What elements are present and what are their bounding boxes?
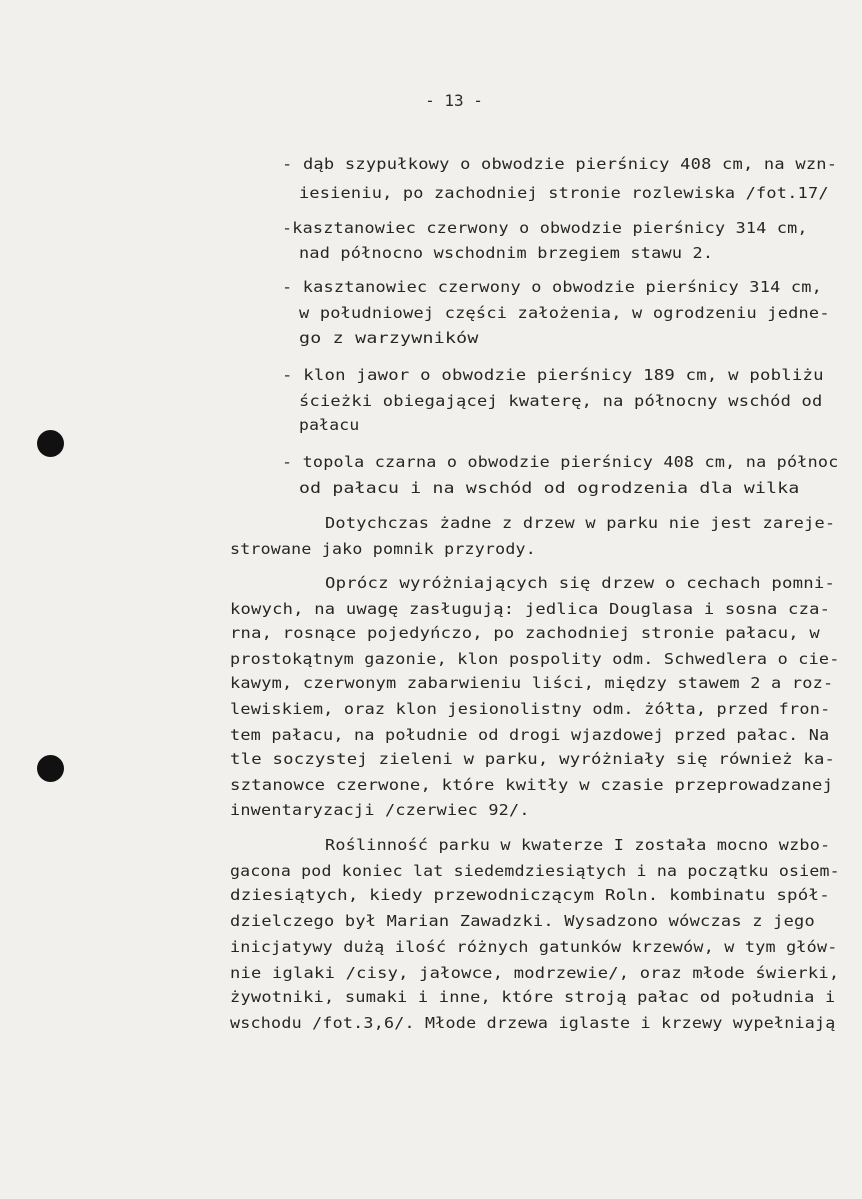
text-line: kowych, na uwagę zasługują: jedlica Douglasa i sosna cza-: [230, 600, 831, 618]
text-line: tle soczystej zieleni w parku, wyróżniały się również ka-: [230, 750, 836, 768]
text-line: Oprócz wyróżniających się drzew o cechach pomni-: [325, 574, 836, 592]
text-line: Roślinność parku w kwaterze I została mocno wzbo-: [325, 836, 831, 854]
text-line: - dąb szypułkowy o obwodzie pierśnicy 408 cm, na wzn-: [282, 155, 838, 173]
text-line: w południowej części założenia, w ogrodzeniu jedne-: [299, 304, 830, 322]
text-line: - kasztanowiec czerwony o obwodzie pierśnicy 314 cm,: [282, 278, 822, 296]
text-line: -kasztanowiec czerwony o obwodzie pierśnicy 314 cm,: [282, 219, 808, 237]
punch-hole-bottom: [37, 755, 64, 782]
text-line: go z warzywników: [299, 329, 479, 347]
text-line: - topola czarna o obwodzie pierśnicy 408 cm, na północ: [282, 453, 839, 471]
text-line: wschodu /fot.3,6/. Młode drzewa iglaste i krzewy wypełniają: [230, 1014, 836, 1032]
text-line: ścieżki obiegającej kwaterę, na północny wschód od: [299, 392, 823, 410]
text-line: dziesiątych, kiedy przewodniczącym Roln. kombinatu spół-: [230, 886, 830, 904]
text-line: żywotniki, sumaki i inne, które stroją pałac od południa i: [230, 988, 836, 1006]
text-line: - klon jawor o obwodzie pierśnicy 189 cm, w pobliżu: [282, 366, 824, 384]
text-line: inwentaryzacji /czerwiec 92/.: [230, 801, 530, 819]
text-line: nie iglaki /cisy, jałowce, modrzewie/, oraz młode świerki,: [230, 964, 840, 982]
text-line: pałacu: [299, 416, 360, 434]
punch-hole-top: [37, 430, 64, 457]
text-line: rna, rosnące pojedyńczo, po zachodniej stronie pałacu, w: [230, 624, 820, 642]
text-line: gacona pod koniec lat siedemdziesiątych i na początku osiem-: [230, 862, 840, 880]
text-line: prostokątnym gazonie, klon pospolity odm. Schwedlera o cie-: [230, 650, 840, 668]
text-line: strowane jako pomnik przyrody.: [230, 540, 536, 558]
text-line: lewiskiem, oraz klon jesionolistny odm. żółta, przed fron-: [230, 700, 831, 718]
text-line: iesieniu, po zachodniej stronie rozlewiska /fot.17/: [299, 184, 829, 202]
text-line: tem pałacu, na południe od drogi wjazdowej przed pałac. Na: [230, 726, 830, 744]
text-line: nad północno wschodnim brzegiem stawu 2.: [299, 244, 714, 262]
page-number: - 13 -: [425, 91, 483, 110]
text-line: inicjatywy dużą ilość różnych gatunków krzewów, w tym głów-: [230, 938, 838, 956]
text-line: Dotychczas żadne z drzew w parku nie jest zareje-: [325, 514, 836, 532]
text-line: od pałacu i na wschód od ogrodzenia dla wilka: [299, 479, 800, 497]
text-line: kawym, czerwonym zabarwieniu liści, między stawem 2 a roz-: [230, 674, 834, 692]
text-line: dzielczego był Marian Zawadzki. Wysadzono wówczas z jego: [230, 912, 815, 930]
text-line: sztanowce czerwone, które kwitły w czasie przeprowadzanej: [230, 776, 834, 794]
